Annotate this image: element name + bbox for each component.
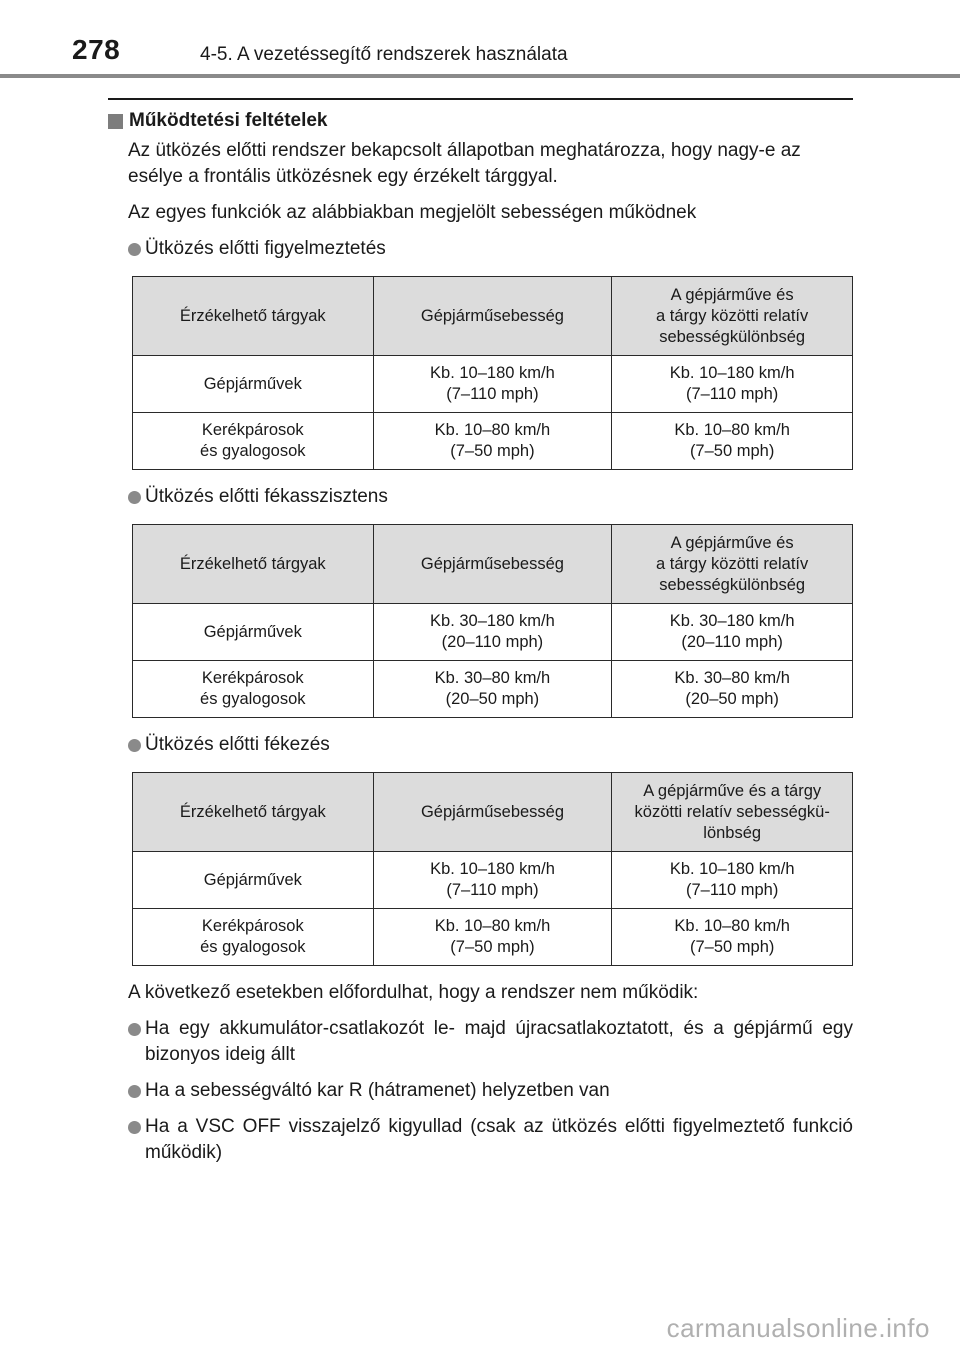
cell-line: Kerékpárosok	[201, 421, 304, 439]
condition-text: Ha egy akkumulátor-csatlakozót le- majd újracsatlakoztatott, és a gépjármű egy bizonyos ideig állt	[145, 1018, 853, 1065]
section-heading-text: Működtetési feltételek	[129, 110, 328, 131]
cell-line: Kb. 30–80 km/h	[674, 669, 790, 687]
cell-line: Kerékpárosok	[201, 917, 304, 935]
cell-line: (7–50 mph)	[450, 442, 535, 460]
cell-line: Kb. 10–180 km/h	[669, 364, 795, 382]
cell-line: Kb. 30–180 km/h	[430, 612, 555, 630]
page-content	[108, 108, 853, 1176]
header-line: sebességkülönbség	[659, 575, 806, 594]
cell-line: Kb. 30–180 km/h	[669, 612, 795, 630]
speed-table	[132, 524, 853, 718]
table-header-cell: Érzékelhető tárgyak	[133, 773, 374, 852]
bullet-dot-icon	[128, 243, 141, 256]
table-header-cell: Érzékelhető tárgyak	[133, 277, 374, 356]
speed-table	[132, 276, 853, 470]
function-bullet	[128, 236, 853, 262]
condition-item	[128, 1016, 853, 1068]
cell-line: (20–50 mph)	[685, 690, 779, 708]
table-header-cell: Gépjárműsebesség	[373, 277, 612, 356]
cell-line: Kb. 10–180 km/h	[669, 860, 795, 878]
condition-text: Ha a VSC OFF visszajelző kigyullad (csak az ütközés előtti figyelmeztető funkció működik)	[145, 1116, 853, 1163]
table-cell	[612, 661, 853, 718]
table-header-cell: Gépjárműsebesség	[373, 773, 612, 852]
cell-line: és gyalogosok	[200, 938, 306, 956]
header-line: a tárgy közötti relatív	[656, 306, 809, 325]
speed-paragraph: Az egyes funkciók az alábbiakban megjelölt sebességen működnek	[128, 202, 697, 223]
table-cell	[612, 356, 853, 413]
cell-line: Kerékpárosok	[201, 669, 304, 687]
cell-line: Gépjárművek	[203, 622, 302, 641]
conditions-intro: A következő esetekben előfordulhat, hogy a rendszer nem működik:	[128, 982, 699, 1003]
table-header-cell: Érzékelhető tárgyak	[133, 525, 374, 604]
intro-paragraph: Az ütközés előtti rendszer bekapcsolt állapotban meghatározza, hogy nagy-e az esélye a frontális ütközésnek egy érzékelt tárggyal.	[128, 140, 801, 187]
table-cell	[373, 356, 612, 413]
table-cell	[373, 661, 612, 718]
table-cell	[373, 604, 612, 661]
cell-line: és gyalogosok	[200, 690, 306, 708]
cell-line: (7–110 mph)	[685, 385, 779, 403]
table-cell	[612, 413, 853, 470]
condition-text: Ha a sebességváltó kar R (hátramenet) helyzetben van	[145, 1080, 610, 1101]
table-header-cell: Gépjárműsebesség	[373, 525, 612, 604]
cell-line: (7–110 mph)	[686, 881, 779, 899]
table-row	[133, 909, 853, 966]
cell-line: (20–110 mph)	[441, 633, 544, 651]
condition-item	[128, 1078, 853, 1104]
function-title: Ütközés előtti fékezés	[145, 734, 330, 755]
table-row	[133, 604, 853, 661]
header-line: A gépjárműve és a tárgy	[643, 781, 822, 800]
header-line: lönbség	[703, 823, 762, 842]
table-header-cell	[612, 525, 853, 604]
function-bullet	[128, 484, 853, 510]
page-number: 278	[72, 34, 121, 65]
bullet-dot-icon	[128, 1023, 141, 1036]
bullet-dot-icon	[128, 739, 141, 752]
cell-line: (7–110 mph)	[446, 385, 539, 403]
cell-line: Gépjárművek	[203, 870, 302, 889]
cell-line: Kb. 30–80 km/h	[434, 669, 551, 687]
cell-line: (7–50 mph)	[689, 938, 775, 956]
cell-line: Kb. 10–180 km/h	[430, 364, 555, 382]
cell-line: (7–110 mph)	[446, 881, 539, 899]
header-line: a tárgy közötti relatív	[656, 554, 809, 573]
table-cell	[373, 852, 612, 909]
section-heading	[108, 108, 853, 134]
table-header-row	[133, 773, 853, 852]
table-row	[133, 413, 853, 470]
table-row	[133, 661, 853, 718]
table-cell	[133, 413, 374, 470]
header-line: A gépjárműve és	[670, 533, 794, 552]
table-cell	[612, 909, 853, 966]
bullet-dot-icon	[128, 491, 141, 504]
watermark: carmanualsonline.info	[666, 1313, 930, 1343]
cell-line: és gyalogosok	[200, 442, 306, 460]
table-header-row	[133, 525, 853, 604]
header-line: közötti relatív sebességkü-	[634, 802, 830, 821]
bullet-dot-icon	[128, 1085, 141, 1098]
table-cell	[133, 852, 374, 909]
table-row	[133, 356, 853, 413]
table-cell	[373, 909, 612, 966]
function-title: Ütközés előtti figyelmeztetés	[145, 238, 386, 259]
table-cell	[133, 356, 374, 413]
table-row	[133, 852, 853, 909]
cell-line: Kb. 10–80 km/h	[434, 917, 551, 935]
cell-line: (7–50 mph)	[450, 938, 535, 956]
condition-item	[128, 1114, 853, 1166]
table-cell	[133, 909, 374, 966]
table-header-row	[133, 277, 853, 356]
table-cell	[373, 413, 612, 470]
table-cell	[133, 661, 374, 718]
cell-line: (20–110 mph)	[681, 633, 783, 651]
speed-table	[132, 772, 853, 966]
function-list	[108, 236, 853, 966]
cell-line: Kb. 10–80 km/h	[434, 421, 551, 439]
table-cell	[612, 852, 853, 909]
table-header-cell	[612, 773, 853, 852]
chapter-title: 4-5. A vezetéssegítő rendszerek használata	[200, 44, 568, 65]
cell-line: Kb. 10–80 km/h	[674, 917, 790, 935]
table-header-cell	[612, 277, 853, 356]
header-line: sebességkülönbség	[659, 327, 806, 346]
conditions-list	[108, 1016, 853, 1166]
cell-line: Kb. 10–80 km/h	[674, 421, 790, 439]
cell-line: Gépjárművek	[203, 374, 302, 393]
header-line: A gépjárműve és	[670, 285, 794, 304]
cell-line: Kb. 10–180 km/h	[430, 860, 555, 878]
function-bullet	[128, 732, 853, 758]
bullet-dot-icon	[128, 1121, 141, 1134]
table-cell	[612, 604, 853, 661]
header-divider	[0, 74, 960, 78]
table-cell	[133, 604, 374, 661]
cell-line: (7–50 mph)	[689, 442, 775, 460]
cell-line: (20–50 mph)	[445, 690, 540, 708]
square-bullet-icon	[108, 114, 123, 129]
section-divider	[108, 98, 853, 100]
function-title: Ütközés előtti fékasszisztens	[145, 486, 388, 507]
